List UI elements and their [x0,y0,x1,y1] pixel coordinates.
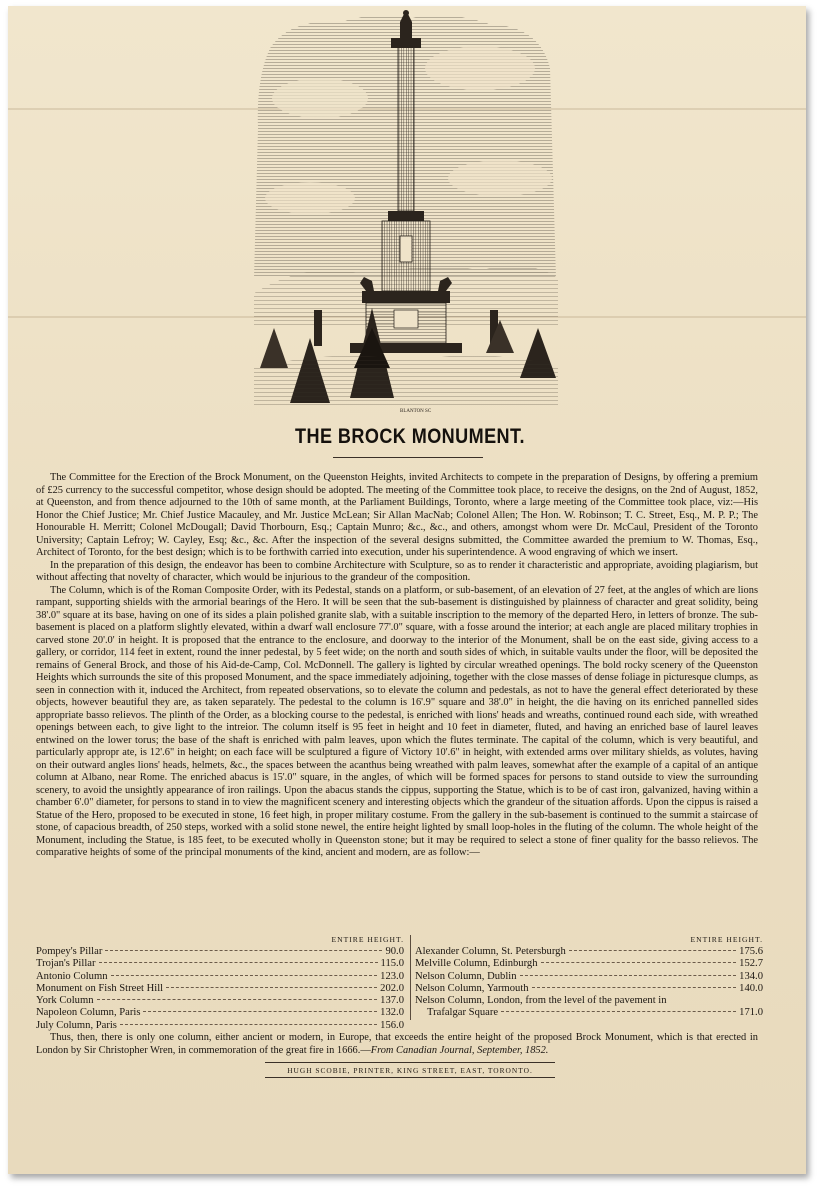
column-header-right: ENTIRE HEIGHT. [690,935,763,944]
paragraph-design: In the preparation of this design, the endeavor has been to combine Architecture with Sculpture, so as to render it characteristic and appropriate, avoiding plagiarism, but without affecting that novelty of character, which would be injurious to the grandeur of the composition. [36,559,758,583]
closing-paragraph [36,1032,758,1057]
table-row: York Column 137.0 [36,995,404,1007]
table-row: Trojan's Pillar 115.0 [36,958,404,970]
table-row: Nelson Column, Yarmouth 140.0 [415,982,763,994]
closing-text: Thus, then, there is only one column, either ancient or modern, in Europe, that exceeds the entire height of the proposed Brock Monument, which is that erected in London by Sir Christopher Wren, in commemoration of the great fire in 1666.— [36,1032,758,1056]
table-row: Melville Column, Edinburgh 152.7 [415,958,763,970]
engraver-credit: BLANTON SC [400,409,432,414]
closing-source: From Canadian Journal, September, 1852. [370,1044,549,1056]
column-header-left: ENTIRE HEIGHT. [331,935,404,944]
table-row-label: Nelson Column, London, from the level of the pavement in [415,995,667,1007]
printer-rule-top [265,1062,555,1063]
table-row: Pompey's Pillar 90.0 [36,946,404,957]
table-row: Napoleon Column, Paris 132.0 [36,1007,404,1019]
table-row: Antonio Column 123.0 [36,970,404,982]
table-row: Alexander Column, St. Petersburgh 175.6 [415,946,763,957]
title-rule [333,457,483,458]
heights-column-left [36,935,404,1032]
printer-imprint: HUGH SCOBIE, PRINTER, KING STREET, EAST, TORONTO. [287,1066,533,1075]
printer-rule-bottom [265,1077,555,1078]
document-title: THE BROCK MONUMENT. [295,425,525,448]
monument-engraving [250,8,562,420]
table-row: Monument on Fish Street Hill 202.0 [36,982,404,994]
paragraph-column: The Column, which is of the Roman Composite Order, with its Pedestal, stands on a platform, or sub-basement, of an elevation of 27 feet, at the angles of which are lions rampant, supporting shields with the armorial bearings of the Hero. It will be seen that the sub-basement is distinguished by plainness of character and great solidity, being 38'.0" square at its base, having on one of its sides a plain polished granite slab, with a suitable inscription to the memory of the departed Hero, in letters of bronze. The sub-basement is placed on a platform slightly elevated, within a dwarf wall enclosure 77'.0" square, with a fosse around the interior; at each angle are placed military trophies in carved stone 20'.0' in height. It is proposed that the entrance to the enclosure, and doorway to the interior of the Monument, shall be on the east side, giving access to a gallery, or corridor, 114 feet in extent, round the inner pedestal, by 5 feet wide; on the north and south sides of which, in suitable vaults under the floor, will be deposited the remains of General Brock, and those of his Aid-de-Camp, Col. McDonnell. The gallery is lighted by circular wreathed openings. The bold rocky scenery of the Queenston Heights which surrounds the site of this proposed Monument, and the space immediately adjoining, together with the close masses of dense foliage in picturesque clumps, as seen in connection with it, induced the Architect, from repeated observations, so to elevate the column and pedestals, as not to have the general effect deteriorated by these objects, however beautiful they are, as taken separately. The pedestal to the column is 16'.9" square and 38'.0" in height, the die having on its enriched pannelled sides appropriate basso relievos. The plinth of the Order, as a blocking course to the pedestal, is enriched with lions' heads and wreaths, continued round each side, with wreathed openings between each, to give light to the intreior. The column itself is 95 feet in height and 10 feet in diameter, fluted, and having an enriched base of laurel leaves entwined on the lower torus; the base of the shaft is enriched with palm leaves, upon which the flutes terminate. The capital of the column, which is very beautiful, and particularly appropr ate, is 12'.6" in height; on each face will be sculptured a figure of Victory 10'.6" in height, with extended arms over military shields, as volutes, having on their outward angles lions' heads, helmets, &c., the spaces between the acanthus being wreathed with palm leaves, somewhat after the example of a capital of an antique column at Albano, near Rome. The enriched abacus is 15'.0" square, in the angles, of which will be formed spaces for persons to stand outside to view the surrounding scenery, to avoid the unsightly appearance of iron railings. Upon the abacus stands the cippus, supporting the Statue, which is to be of cast iron, galvanized, having within a chamber 6'.0" diameter, for persons to stand in to view the magnificent scenery and interesting objects which the grandeur of the situation affords. Upon the cippus is raised a Statue of the Hero, proposed to be executed in stone, 16 feet high, in proper military costume. From the gallery in the sub-basement is continued to the summit a staircase of stone, of capacious breadth, of 250 steps, worked with a solid stone newel, the entire height lighted by small loop-holes in the fluting of the column. The whole height of the Monument, including the Statue, is 185 feet, to be executed wholly in Queenston stone; but it may be required to select a stone of finer quality for the basso relievos. The comparative heights of some of the principal monuments of the kind, ancient and modern, are as follow:— [36,584,758,858]
paragraph-committee: The Committee for the Erection of the Brock Monument, on the Queenston Heights, invited Architects to compete in the preparation of Designs, by offering a premium of £25 currency to the successful competitor, whose design should be adopted. The meeting of the Committee took place, to receive the designs, on the 2nd of August, 1852, at Queenston, and from thence adjourned to the 10th of same month, at the Parliament Buildings, Toronto, where a large meeting of the Committee took place, viz:—His Honor the Chief Justice; Mr. Chief Justice Macauley, and Mr. Justice McLean; Sir Allan MacNab; Colonel Allen; The Hon. W. Robinson; T. C. Street, Esq., M. P. P.; The Honourable H. Merritt; Colonel McDougall; David Thorbourn, Esq.; Captain Munro; &c., &c., and others, amongst whom were Dr. McCaul, President of the Toronto University; Captain Lefroy; W. Cayley, Esq; &c., &c. After the inspection of the several designs submitted, the Committee awarded the premium to W. Thomas, Esq., Architect of Toronto, for the best design; which is to be forthwith carried into execution, under his superintendence. A wood engraving of which we insert. [36,472,758,558]
heights-column-right [410,935,763,1020]
table-row: Trafalgar Square 171.0 [427,1007,763,1019]
table-row: Nelson Column, Dublin 134.0 [415,970,763,982]
table-row: July Column, Paris 156.0 [36,1019,404,1031]
body-text [36,472,758,860]
